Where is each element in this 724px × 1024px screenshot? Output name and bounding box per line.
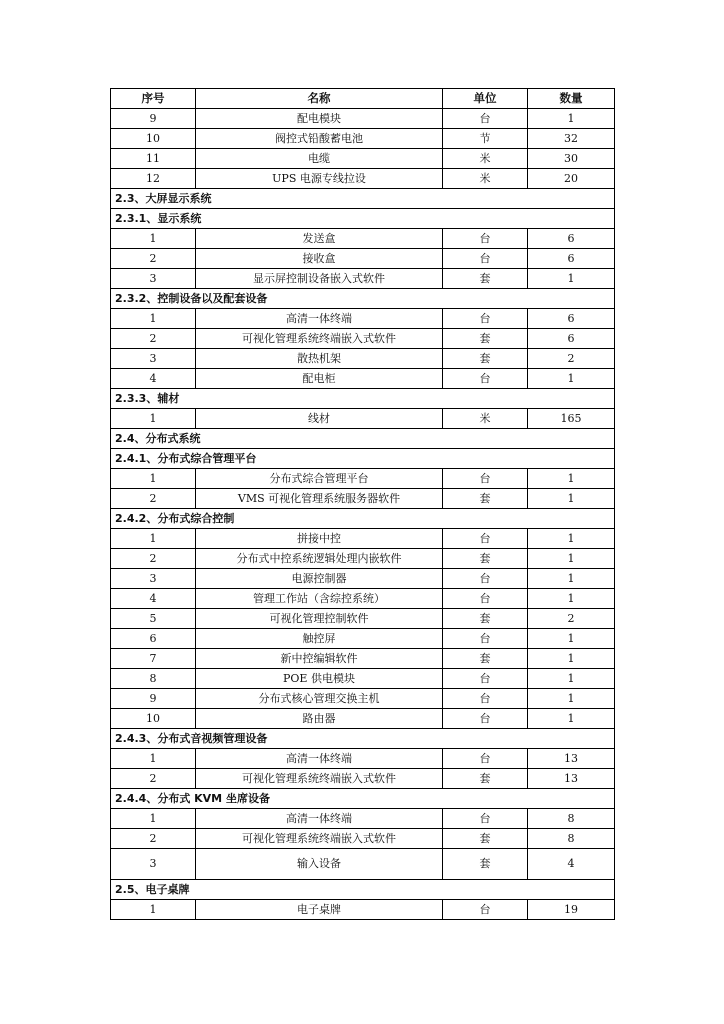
- item-name: 电源控制器: [196, 569, 443, 589]
- item-unit: 台: [443, 309, 528, 329]
- table-row: [111, 549, 615, 569]
- item-quantity: 4: [528, 849, 615, 880]
- section-row: [111, 449, 615, 469]
- item-quantity: 30: [528, 149, 615, 169]
- item-unit: 台: [443, 109, 528, 129]
- item-number: 1: [111, 409, 196, 429]
- table-row: [111, 489, 615, 509]
- section-title: 2.3.1、显示系统: [111, 209, 615, 229]
- item-quantity: 1: [528, 629, 615, 649]
- table-row: [111, 329, 615, 349]
- item-name: 配电模块: [196, 109, 443, 129]
- table-row: [111, 629, 615, 649]
- table-row: [111, 849, 615, 880]
- item-name: 管理工作站（含综控系统）: [196, 589, 443, 609]
- item-unit: 台: [443, 809, 528, 829]
- item-quantity: 2: [528, 349, 615, 369]
- item-unit: 台: [443, 249, 528, 269]
- item-quantity: 8: [528, 809, 615, 829]
- item-number: 2: [111, 489, 196, 509]
- section-title: 2.5、电子桌牌: [111, 880, 615, 900]
- item-name: UPS 电源专线拉设: [196, 169, 443, 189]
- item-quantity: 6: [528, 329, 615, 349]
- item-quantity: 1: [528, 669, 615, 689]
- item-number: 4: [111, 589, 196, 609]
- item-quantity: 32: [528, 129, 615, 149]
- section-title: 2.3、大屏显示系统: [111, 189, 615, 209]
- table-row: [111, 369, 615, 389]
- section-title: 2.4.4、分布式 KVM 坐席设备: [111, 789, 615, 809]
- table-row: [111, 109, 615, 129]
- item-quantity: 1: [528, 569, 615, 589]
- table-row: [111, 469, 615, 489]
- item-number: 2: [111, 549, 196, 569]
- item-unit: 节: [443, 129, 528, 149]
- item-name: 拼接中控: [196, 529, 443, 549]
- header-unit: 单位: [443, 89, 528, 109]
- item-number: 9: [111, 689, 196, 709]
- item-unit: 台: [443, 229, 528, 249]
- table-row: [111, 569, 615, 589]
- item-number: 3: [111, 569, 196, 589]
- header-qty: 数量: [528, 89, 615, 109]
- item-quantity: 1: [528, 109, 615, 129]
- table-row: [111, 669, 615, 689]
- item-name: 高清一体终端: [196, 309, 443, 329]
- table-row: [111, 689, 615, 709]
- item-unit: 台: [443, 529, 528, 549]
- item-number: 1: [111, 309, 196, 329]
- item-number: 4: [111, 369, 196, 389]
- item-quantity: 2: [528, 609, 615, 629]
- item-name: 电缆: [196, 149, 443, 169]
- section-row: [111, 789, 615, 809]
- section-title: 2.3.2、控制设备以及配套设备: [111, 289, 615, 309]
- item-number: 12: [111, 169, 196, 189]
- section-title: 2.4.2、分布式综合控制: [111, 509, 615, 529]
- item-name: 线材: [196, 409, 443, 429]
- section-row: [111, 729, 615, 749]
- item-quantity: 8: [528, 829, 615, 849]
- item-unit: 台: [443, 749, 528, 769]
- item-number: 7: [111, 649, 196, 669]
- table-row: [111, 349, 615, 369]
- item-unit: 套: [443, 829, 528, 849]
- table-row: [111, 229, 615, 249]
- section-title: 2.3.3、辅材: [111, 389, 615, 409]
- item-number: 10: [111, 709, 196, 729]
- item-quantity: 13: [528, 769, 615, 789]
- item-name: 分布式综合管理平台: [196, 469, 443, 489]
- table-row: [111, 609, 615, 629]
- header-no: 序号: [111, 89, 196, 109]
- item-name: 分布式中控系统逻辑处理内嵌软件: [196, 549, 443, 569]
- item-quantity: 1: [528, 689, 615, 709]
- item-number: 9: [111, 109, 196, 129]
- table-row: [111, 129, 615, 149]
- item-quantity: 165: [528, 409, 615, 429]
- item-number: 2: [111, 769, 196, 789]
- item-quantity: 20: [528, 169, 615, 189]
- table-header-row: [111, 89, 615, 109]
- item-unit: 套: [443, 649, 528, 669]
- item-name: 可视化管理系统终端嵌入式软件: [196, 329, 443, 349]
- item-quantity: 6: [528, 229, 615, 249]
- table-row: [111, 169, 615, 189]
- item-unit: 套: [443, 549, 528, 569]
- section-title: 2.4、分布式系统: [111, 429, 615, 449]
- item-number: 8: [111, 669, 196, 689]
- item-number: 11: [111, 149, 196, 169]
- item-quantity: 19: [528, 900, 615, 920]
- item-quantity: 6: [528, 309, 615, 329]
- section-row: [111, 209, 615, 229]
- item-quantity: 6: [528, 249, 615, 269]
- table-row: [111, 709, 615, 729]
- item-number: 3: [111, 269, 196, 289]
- item-quantity: 1: [528, 589, 615, 609]
- item-number: 1: [111, 809, 196, 829]
- item-name: 发送盒: [196, 229, 443, 249]
- section-title: 2.4.3、分布式音视频管理设备: [111, 729, 615, 749]
- item-name: 可视化管理系统终端嵌入式软件: [196, 829, 443, 849]
- table-body: [111, 109, 615, 920]
- table-row: [111, 809, 615, 829]
- item-name: POE 供电模块: [196, 669, 443, 689]
- item-name: 新中控编辑软件: [196, 649, 443, 669]
- item-quantity: 1: [528, 709, 615, 729]
- item-quantity: 1: [528, 489, 615, 509]
- item-unit: 台: [443, 689, 528, 709]
- item-number: 1: [111, 529, 196, 549]
- item-quantity: 1: [528, 649, 615, 669]
- item-number: 1: [111, 900, 196, 920]
- section-row: [111, 880, 615, 900]
- table-row: [111, 749, 615, 769]
- table-row: [111, 409, 615, 429]
- item-number: 3: [111, 349, 196, 369]
- section-row: [111, 189, 615, 209]
- table-row: [111, 309, 615, 329]
- item-unit: 台: [443, 900, 528, 920]
- item-unit: 米: [443, 149, 528, 169]
- item-name: 高清一体终端: [196, 809, 443, 829]
- item-number: 3: [111, 849, 196, 880]
- item-unit: 台: [443, 629, 528, 649]
- table-row: [111, 149, 615, 169]
- table-row: [111, 829, 615, 849]
- equipment-list-table: [110, 88, 614, 920]
- table-row: [111, 249, 615, 269]
- section-row: [111, 509, 615, 529]
- item-quantity: 1: [528, 529, 615, 549]
- item-number: 2: [111, 329, 196, 349]
- item-number: 10: [111, 129, 196, 149]
- item-name: 散热机架: [196, 349, 443, 369]
- item-unit: 套: [443, 269, 528, 289]
- item-name: 接收盒: [196, 249, 443, 269]
- table-row: [111, 589, 615, 609]
- item-name: 显示屏控制设备嵌入式软件: [196, 269, 443, 289]
- item-name: 可视化管理控制软件: [196, 609, 443, 629]
- item-name: 分布式核心管理交换主机: [196, 689, 443, 709]
- item-unit: 米: [443, 169, 528, 189]
- section-title: 2.4.1、分布式综合管理平台: [111, 449, 615, 469]
- item-number: 1: [111, 749, 196, 769]
- section-row: [111, 429, 615, 449]
- section-row: [111, 289, 615, 309]
- item-unit: 套: [443, 329, 528, 349]
- item-number: 2: [111, 249, 196, 269]
- item-name: 高清一体终端: [196, 749, 443, 769]
- item-number: 5: [111, 609, 196, 629]
- item-unit: 套: [443, 489, 528, 509]
- item-number: 6: [111, 629, 196, 649]
- table-row: [111, 529, 615, 549]
- item-quantity: 1: [528, 269, 615, 289]
- item-unit: 套: [443, 349, 528, 369]
- item-name: 触控屏: [196, 629, 443, 649]
- item-name: VMS 可视化管理系统服务器软件: [196, 489, 443, 509]
- item-unit: 台: [443, 569, 528, 589]
- item-unit: 台: [443, 709, 528, 729]
- item-name: 输入设备: [196, 849, 443, 880]
- item-quantity: 1: [528, 369, 615, 389]
- item-unit: 套: [443, 849, 528, 880]
- item-number: 1: [111, 469, 196, 489]
- item-name: 电子桌牌: [196, 900, 443, 920]
- item-quantity: 1: [528, 469, 615, 489]
- table-row: [111, 769, 615, 789]
- item-unit: 台: [443, 469, 528, 489]
- item-unit: 套: [443, 609, 528, 629]
- item-name: 可视化管理系统终端嵌入式软件: [196, 769, 443, 789]
- item-name: 路由器: [196, 709, 443, 729]
- table-row: [111, 269, 615, 289]
- item-unit: 米: [443, 409, 528, 429]
- table-row: [111, 900, 615, 920]
- item-name: 配电柜: [196, 369, 443, 389]
- item-number: 1: [111, 229, 196, 249]
- item-quantity: 1: [528, 549, 615, 569]
- item-unit: 台: [443, 589, 528, 609]
- item-quantity: 13: [528, 749, 615, 769]
- item-name: 阀控式铅酸蓄电池: [196, 129, 443, 149]
- section-row: [111, 389, 615, 409]
- header-name: 名称: [196, 89, 443, 109]
- item-unit: 套: [443, 769, 528, 789]
- item-number: 2: [111, 829, 196, 849]
- item-unit: 台: [443, 669, 528, 689]
- item-unit: 台: [443, 369, 528, 389]
- table-row: [111, 649, 615, 669]
